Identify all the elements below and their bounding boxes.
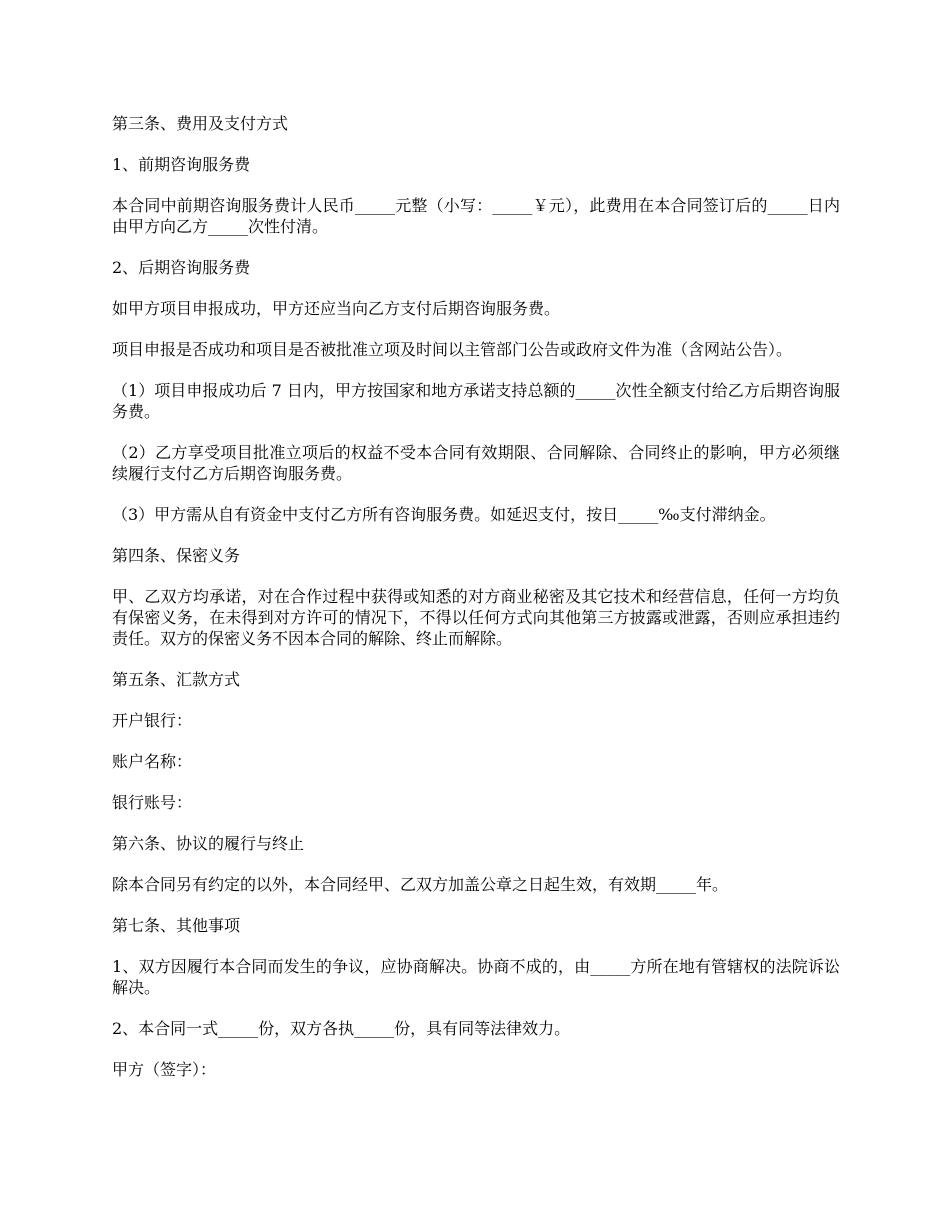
paragraph-dispute-resolution: 1、双方因履行本合同而发生的争议，应协商解决。协商不成的，由_____方所在地有管辖权的法院诉讼解决。 (112, 957, 840, 997)
section-heading-fee-payment: 第三条、费用及支付方式 (112, 114, 289, 133)
field-bank-name: 开户银行： (112, 711, 193, 730)
signature-party-a: 甲方（签字）： (112, 1060, 217, 1079)
clause-item-1: （1）项目申报成功后 7 日内，甲方按国家和地方承诺支持总额的_____次性全额支付给乙方后期咨询服务费。 (112, 381, 840, 421)
clause-item-2: （2）乙方享受项目批准立项后的权益不受本合同有效期限、合同解除、合同终止的影响，甲方必须继续履行支付乙方后期咨询服务费。 (112, 443, 840, 483)
paragraph-pre-consulting-fee-amount: 本合同中前期咨询服务费计人民币_____元整（小写：_____￥元），此费用在本合同签订后的_____日内由甲方向乙方_____次性付清。 (112, 196, 840, 236)
paragraph-confidentiality: 甲、乙双方均承诺，对在合作过程中获得或知悉的对方商业秘密及其它技术和经营信息，任何一方均负有保密义务，在未得到对方许可的情况下，不得以任何方式向其他第三方披露或泄露，否则应承担违约责任。双方的保密义务不因本合同的解除、终止而解除。 (112, 587, 840, 648)
paragraph-approval-criteria: 项目申报是否成功和项目是否被批准立项及时间以主管部门公告或政府文件为准（含网站公告）。 (112, 340, 793, 359)
paragraph-post-fee-condition: 如甲方项目申报成功，甲方还应当向乙方支付后期咨询服务费。 (112, 299, 561, 318)
section-heading-performance-termination: 第六条、协议的履行与终止 (112, 834, 305, 853)
clause-item-3: （3）甲方需从自有资金中支付乙方所有咨询服务费。如延迟支付，按日_____‰支付滞纳金。 (112, 505, 776, 524)
document-page (112, 113, 840, 1080)
paragraph-validity-period: 除本合同另有约定的以外，本合同经甲、乙双方加盖公章之日起生效，有效期_____年。 (112, 875, 729, 894)
field-account-number: 银行账号： (112, 793, 193, 812)
field-account-name: 账户名称： (112, 752, 193, 771)
section-heading-confidentiality: 第四条、保密义务 (112, 546, 241, 565)
subheading-pre-consulting-fee: 1、前期咨询服务费 (112, 155, 251, 174)
paragraph-copies: 2、本合同一式_____份，双方各执_____份，具有同等法律效力。 (112, 1019, 571, 1038)
section-heading-remittance: 第五条、汇款方式 (112, 670, 241, 689)
subheading-post-consulting-fee: 2、后期咨询服务费 (112, 258, 251, 277)
section-heading-other-matters: 第七条、其他事项 (112, 916, 241, 935)
